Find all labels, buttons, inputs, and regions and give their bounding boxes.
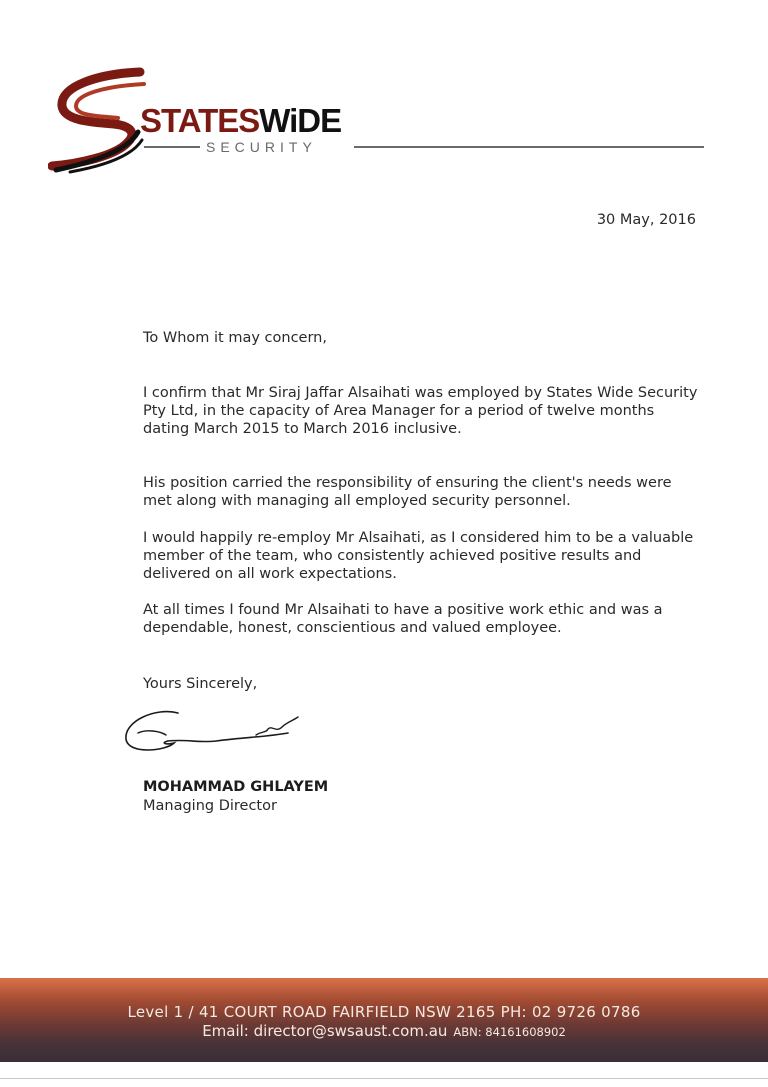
footer-contact xyxy=(0,1022,768,1040)
closing: Yours Sincerely, xyxy=(143,676,258,692)
paragraph-responsibility: His position carried the responsibility of ensuring the client's needs were met along with managing all employed security personnel. xyxy=(143,475,672,509)
signer-title: Managing Director xyxy=(143,798,277,814)
tagline-rule-right xyxy=(354,146,704,148)
letter-date: 30 May, 2016 xyxy=(596,212,696,228)
salutation: To Whom it may concern, xyxy=(143,330,327,346)
signer-name: MOHAMMAD GHLAYEM xyxy=(143,779,329,795)
bottom-rule xyxy=(0,1078,768,1079)
paragraph-work-ethic: At all times I found Mr Alsaihati to have a positive work ethic and was a dependable, honest, conscientious and valued employee. xyxy=(143,602,663,636)
tagline-row xyxy=(144,139,704,155)
wordmark-states: STATES xyxy=(140,102,260,139)
wordmark-wide: WiDE xyxy=(259,102,342,139)
footer-email: Email: director@swsaust.com.au xyxy=(202,1022,448,1040)
company-tagline: SECURITY xyxy=(206,139,317,155)
paragraph-reemploy: I would happily re-employ Mr Alsaihati, as I considered him to be a valuable member of the team, who consistently achieved positive results and delivered on all work expectations. xyxy=(143,530,694,582)
footer-abn: ABN: 84161608902 xyxy=(453,1025,566,1039)
handwritten-signature xyxy=(116,703,316,763)
paragraph-employment: I confirm that Mr Siraj Jaffar Alsaihati was employed by States Wide Security Pty Ltd, in the capacity of Area Manager for a period of twelve months dating March 2015 to March 2016 inclusive. xyxy=(143,385,698,437)
stateswide-swoosh-logo-icon xyxy=(48,66,148,174)
tagline-rule-left xyxy=(144,146,200,148)
company-wordmark xyxy=(140,104,341,137)
footer-address: Level 1 / 41 COURT ROAD FAIRFIELD NSW 2165 PH: 02 9726 0786 xyxy=(127,1003,641,1021)
